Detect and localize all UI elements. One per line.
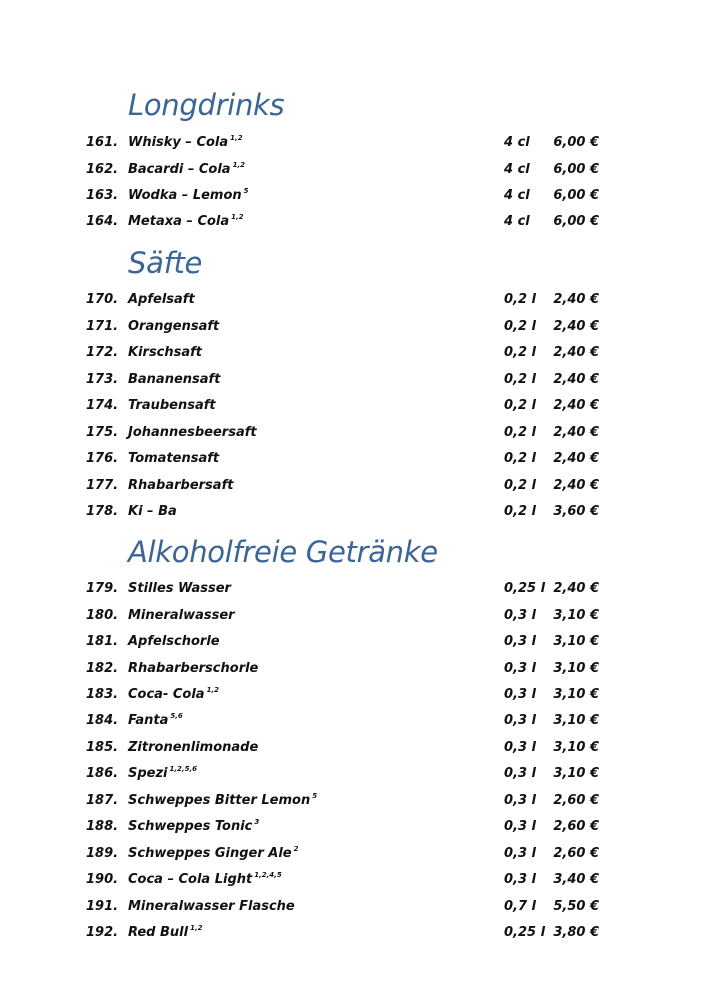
section-title-alkoholfreie-getraenke: Alkoholfreie Getränke [128,535,438,569]
item-name: Metaxa – Cola [128,214,230,229]
item-name: Ki – Ba [128,504,177,519]
item-name-wrapper [128,607,235,625]
item-price: 2,40 € [553,478,599,493]
item-price: 2,40 € [553,451,599,466]
menu-item-row [0,477,717,495]
item-volume: 0,2 l [504,478,537,493]
menu-item-row [0,371,717,389]
item-name: Stilles Wasser [128,581,231,596]
item-volume: 0,3 l [504,846,537,861]
menu-item-row [0,424,717,442]
item-price: 6,00 € [553,135,599,150]
menu-item-row [0,213,717,231]
menu-item-row [0,660,717,678]
item-number: 185. [86,740,119,755]
item-price: 2,60 € [553,793,599,808]
item-number: 190. [86,872,119,887]
item-price: 3,10 € [553,687,599,702]
item-number: 181. [86,634,119,649]
menu-item-row [0,686,717,704]
item-number: 163. [86,188,119,203]
menu-item-row [0,607,717,625]
item-number: 183. [86,687,119,702]
item-volume: 0,3 l [504,740,537,755]
item-name: Apfelsaft [128,292,195,307]
item-allergen-footnote: 3 [254,818,260,826]
item-volume: 0,25 l [504,925,546,940]
item-price: 3,10 € [553,740,599,755]
item-name-wrapper [128,580,231,598]
item-name: Red Bull [128,925,189,940]
item-price: 3,10 € [553,634,599,649]
item-volume: 0,3 l [504,634,537,649]
item-price: 5,50 € [553,899,599,914]
item-number: 178. [86,504,119,519]
item-name-wrapper [128,291,195,309]
item-price: 2,60 € [553,819,599,834]
item-allergen-footnote: 5 [243,187,249,195]
item-number: 164. [86,214,119,229]
item-number: 175. [86,425,119,440]
item-volume: 0,2 l [504,345,537,360]
item-price: 2,40 € [553,425,599,440]
item-name-wrapper [128,686,219,704]
item-volume: 0,3 l [504,661,537,676]
item-number: 184. [86,713,119,728]
item-allergen-footnote: 1,2,5,6 [169,765,197,773]
item-volume: 0,2 l [504,504,537,519]
item-name-wrapper [128,739,258,757]
item-price: 2,40 € [553,372,599,387]
item-name: Wodka – Lemon [128,188,242,203]
menu-item-row [0,187,717,205]
item-volume: 0,2 l [504,398,537,413]
section-title-longdrinks: Longdrinks [128,88,285,122]
menu-item-row [0,924,717,942]
item-name-wrapper [128,660,258,678]
item-volume: 0,3 l [504,872,537,887]
item-price: 6,00 € [553,162,599,177]
item-number: 162. [86,162,119,177]
item-name-wrapper [128,633,220,651]
item-name-wrapper [128,134,243,152]
item-name-wrapper [128,371,220,389]
item-number: 171. [86,319,119,334]
item-name-wrapper [128,924,203,942]
item-volume: 0,2 l [504,451,537,466]
item-number: 176. [86,451,119,466]
item-price: 2,40 € [553,319,599,334]
item-name: Rhabarberschorle [128,661,259,676]
item-number: 187. [86,793,119,808]
item-allergen-footnote: 1,2 [190,924,203,932]
menu-item-row [0,712,717,730]
item-allergen-footnote: 2 [293,845,299,853]
item-name: Tomatensaft [128,451,220,466]
menu-item-row [0,739,717,757]
item-number: 172. [86,345,119,360]
item-allergen-footnote: 1,2 [232,161,245,169]
menu-item-row [0,845,717,863]
item-volume: 0,2 l [504,372,537,387]
item-volume: 4 cl [504,135,530,150]
item-volume: 0,7 l [504,899,537,914]
menu-item-row [0,450,717,468]
item-price: 3,10 € [553,608,599,623]
item-name-wrapper [128,765,197,783]
item-name-wrapper [128,503,177,521]
item-number: 173. [86,372,119,387]
menu-item-row [0,397,717,415]
item-volume: 0,3 l [504,766,537,781]
item-name: Fanta [128,713,169,728]
item-name: Orangensaft [128,319,220,334]
item-allergen-footnote: 1,2,4,5 [254,871,282,879]
item-number: 161. [86,135,119,150]
item-number: 182. [86,661,119,676]
menu-item-row [0,344,717,362]
item-volume: 4 cl [504,188,530,203]
menu-item-row [0,765,717,783]
item-number: 180. [86,608,119,623]
item-name: Bacardi – Cola [128,162,231,177]
item-name-wrapper [128,161,245,179]
menu-item-row [0,792,717,810]
item-volume: 4 cl [504,214,530,229]
item-allergen-footnote: 1,2 [231,213,244,221]
menu-item-row [0,503,717,521]
item-name-wrapper [128,712,183,730]
section-title-saefte: Säfte [128,246,203,280]
item-number: 179. [86,581,119,596]
item-name: Bananensaft [128,372,221,387]
item-volume: 0,3 l [504,608,537,623]
menu-item-row [0,291,717,309]
item-name: Traubensaft [128,398,216,413]
item-name: Rhabarbersaft [128,478,234,493]
item-price: 3,60 € [553,504,599,519]
item-price: 3,80 € [553,925,599,940]
item-price: 2,40 € [553,345,599,360]
item-name-wrapper [128,871,282,889]
item-name: Johannesbeersaft [128,425,257,440]
item-name-wrapper [128,318,219,336]
item-volume: 0,2 l [504,292,537,307]
item-name: Apfelschorle [128,634,220,649]
item-name-wrapper [128,792,317,810]
item-name: Zitronenlimonade [128,740,259,755]
item-name: Schweppes Ginger Ale [128,846,292,861]
item-volume: 0,25 l [504,581,546,596]
item-number: 191. [86,899,119,914]
item-name-wrapper [128,344,202,362]
item-name-wrapper [128,187,249,205]
menu-item-row [0,134,717,152]
item-volume: 4 cl [504,162,530,177]
item-number: 189. [86,846,119,861]
menu-item-row [0,318,717,336]
item-price: 6,00 € [553,214,599,229]
item-name-wrapper [128,477,233,495]
item-volume: 0,3 l [504,687,537,702]
menu-item-row [0,580,717,598]
item-price: 2,40 € [553,581,599,596]
item-name-wrapper [128,397,216,415]
item-price: 3,10 € [553,713,599,728]
item-volume: 0,3 l [504,713,537,728]
item-name: Mineralwasser Flasche [128,899,295,914]
item-number: 188. [86,819,119,834]
item-allergen-footnote: 5,6 [170,712,183,720]
item-name-wrapper [128,845,299,863]
menu-item-row [0,898,717,916]
item-name: Coca – Cola Light [128,872,253,887]
item-name-wrapper [128,898,295,916]
item-price: 6,00 € [553,188,599,203]
item-name-wrapper [128,213,244,231]
item-name: Whisky – Cola [128,135,229,150]
item-price: 3,10 € [553,661,599,676]
item-price: 3,10 € [553,766,599,781]
menu-item-row [0,161,717,179]
item-number: 177. [86,478,119,493]
item-price: 2,40 € [553,398,599,413]
item-name-wrapper [128,818,259,836]
item-name: Schweppes Tonic [128,819,253,834]
item-price: 2,40 € [553,292,599,307]
item-name-wrapper [128,424,257,442]
item-number: 170. [86,292,119,307]
item-number: 192. [86,925,119,940]
item-name: Schweppes Bitter Lemon [128,793,311,808]
item-price: 3,40 € [553,872,599,887]
item-volume: 0,2 l [504,425,537,440]
item-volume: 0,3 l [504,819,537,834]
item-number: 186. [86,766,119,781]
item-price: 2,60 € [553,846,599,861]
item-name: Kirschsaft [128,345,203,360]
item-allergen-footnote: 1,2 [206,686,219,694]
item-volume: 0,2 l [504,319,537,334]
item-allergen-footnote: 5 [312,792,318,800]
item-number: 174. [86,398,119,413]
item-name: Coca- Cola [128,687,205,702]
item-name: Mineralwasser [128,608,235,623]
item-volume: 0,3 l [504,793,537,808]
item-allergen-footnote: 1,2 [230,134,243,142]
item-name-wrapper [128,450,219,468]
menu-item-row [0,818,717,836]
menu-item-row [0,871,717,889]
menu-item-row [0,633,717,651]
item-name: Spezi [128,766,168,781]
